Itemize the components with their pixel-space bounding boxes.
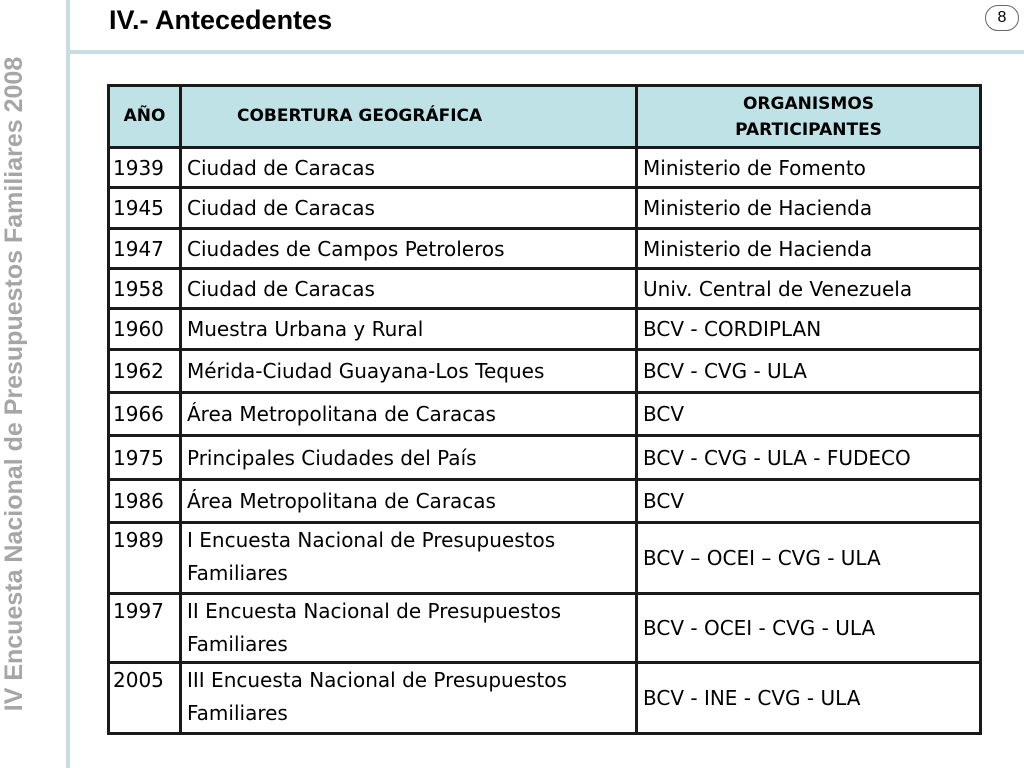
table-row: [109, 269, 981, 309]
page-title: IV.- Antecedentes: [109, 5, 333, 35]
row-coverage-cell: Área Metropolitana de Caracas: [181, 393, 637, 436]
page-number-badge: 8: [985, 5, 1019, 31]
row-coverage-cell: Mérida-Ciudad Guayana-Los Teques: [181, 350, 637, 393]
header-year: AÑO: [109, 86, 181, 148]
row-year-cell: 1945: [109, 188, 181, 229]
row-organizations-cell: BCV - INE - CVG - ULA: [637, 663, 981, 734]
row-year-cell: 2005: [109, 663, 181, 734]
row-year-cell: 1989: [109, 523, 181, 594]
row-coverage-cell: Ciudad de Caracas: [181, 148, 637, 188]
table-row: [109, 480, 981, 523]
header-divider: [66, 50, 1024, 54]
row-organizations-cell: BCV: [637, 480, 981, 523]
sidebar-title: IV Encuesta Nacional de Presupuestos Familiares 2008: [0, 56, 28, 712]
header-coverage: COBERTURA GEOGRÁFICA: [181, 86, 637, 148]
table-row: [109, 436, 981, 480]
table-row: [109, 229, 981, 269]
row-organizations-cell: BCV: [637, 393, 981, 436]
row-organizations-cell: BCV - CORDIPLAN: [637, 309, 981, 350]
row-organizations-cell: BCV - CVG - ULA - FUDECO: [637, 436, 981, 480]
row-year-cell: 1975: [109, 436, 181, 480]
table-row: [109, 594, 981, 663]
table-header-row: [109, 86, 981, 148]
table-row: [109, 393, 981, 436]
row-year-cell: 1986: [109, 480, 181, 523]
table-row: [109, 350, 981, 393]
row-year-cell: 1939: [109, 148, 181, 188]
row-coverage-cell: III Encuesta Nacional de Presupuestos Familiares: [181, 663, 637, 734]
row-year-cell: 1960: [109, 309, 181, 350]
row-year-cell: 1997: [109, 594, 181, 663]
row-coverage-cell: Área Metropolitana de Caracas: [181, 480, 637, 523]
row-coverage-cell: I Encuesta Nacional de Presupuestos Familiares: [181, 523, 637, 594]
row-organizations-cell: Ministerio de Fomento: [637, 148, 981, 188]
table-row: [109, 309, 981, 350]
row-coverage-cell: Principales Ciudades del País: [181, 436, 637, 480]
row-year-cell: 1962: [109, 350, 181, 393]
header-organizations: ORGANISMOS PARTICIPANTES: [637, 86, 981, 148]
row-organizations-cell: BCV – OCEI – CVG - ULA: [637, 523, 981, 594]
table-row: [109, 148, 981, 188]
row-year-cell: 1947: [109, 229, 181, 269]
row-coverage-cell: Muestra Urbana y Rural: [181, 309, 637, 350]
vertical-divider: [66, 0, 70, 768]
row-coverage-cell: Ciudades de Campos Petroleros: [181, 229, 637, 269]
row-year-cell: 1966: [109, 393, 181, 436]
table-row: [109, 663, 981, 734]
table-row: [109, 523, 981, 594]
row-year-cell: 1958: [109, 269, 181, 309]
row-organizations-cell: Ministerio de Hacienda: [637, 188, 981, 229]
row-organizations-cell: BCV - OCEI - CVG - ULA: [637, 594, 981, 663]
row-organizations-cell: Univ. Central de Venezuela: [637, 269, 981, 309]
antecedentes-table: [107, 84, 982, 735]
row-organizations-cell: BCV - CVG - ULA: [637, 350, 981, 393]
row-coverage-cell: II Encuesta Nacional de Presupuestos Familiares: [181, 594, 637, 663]
row-organizations-cell: Ministerio de Hacienda: [637, 229, 981, 269]
table-row: [109, 188, 981, 229]
row-coverage-cell: Ciudad de Caracas: [181, 188, 637, 229]
row-coverage-cell: Ciudad de Caracas: [181, 269, 637, 309]
